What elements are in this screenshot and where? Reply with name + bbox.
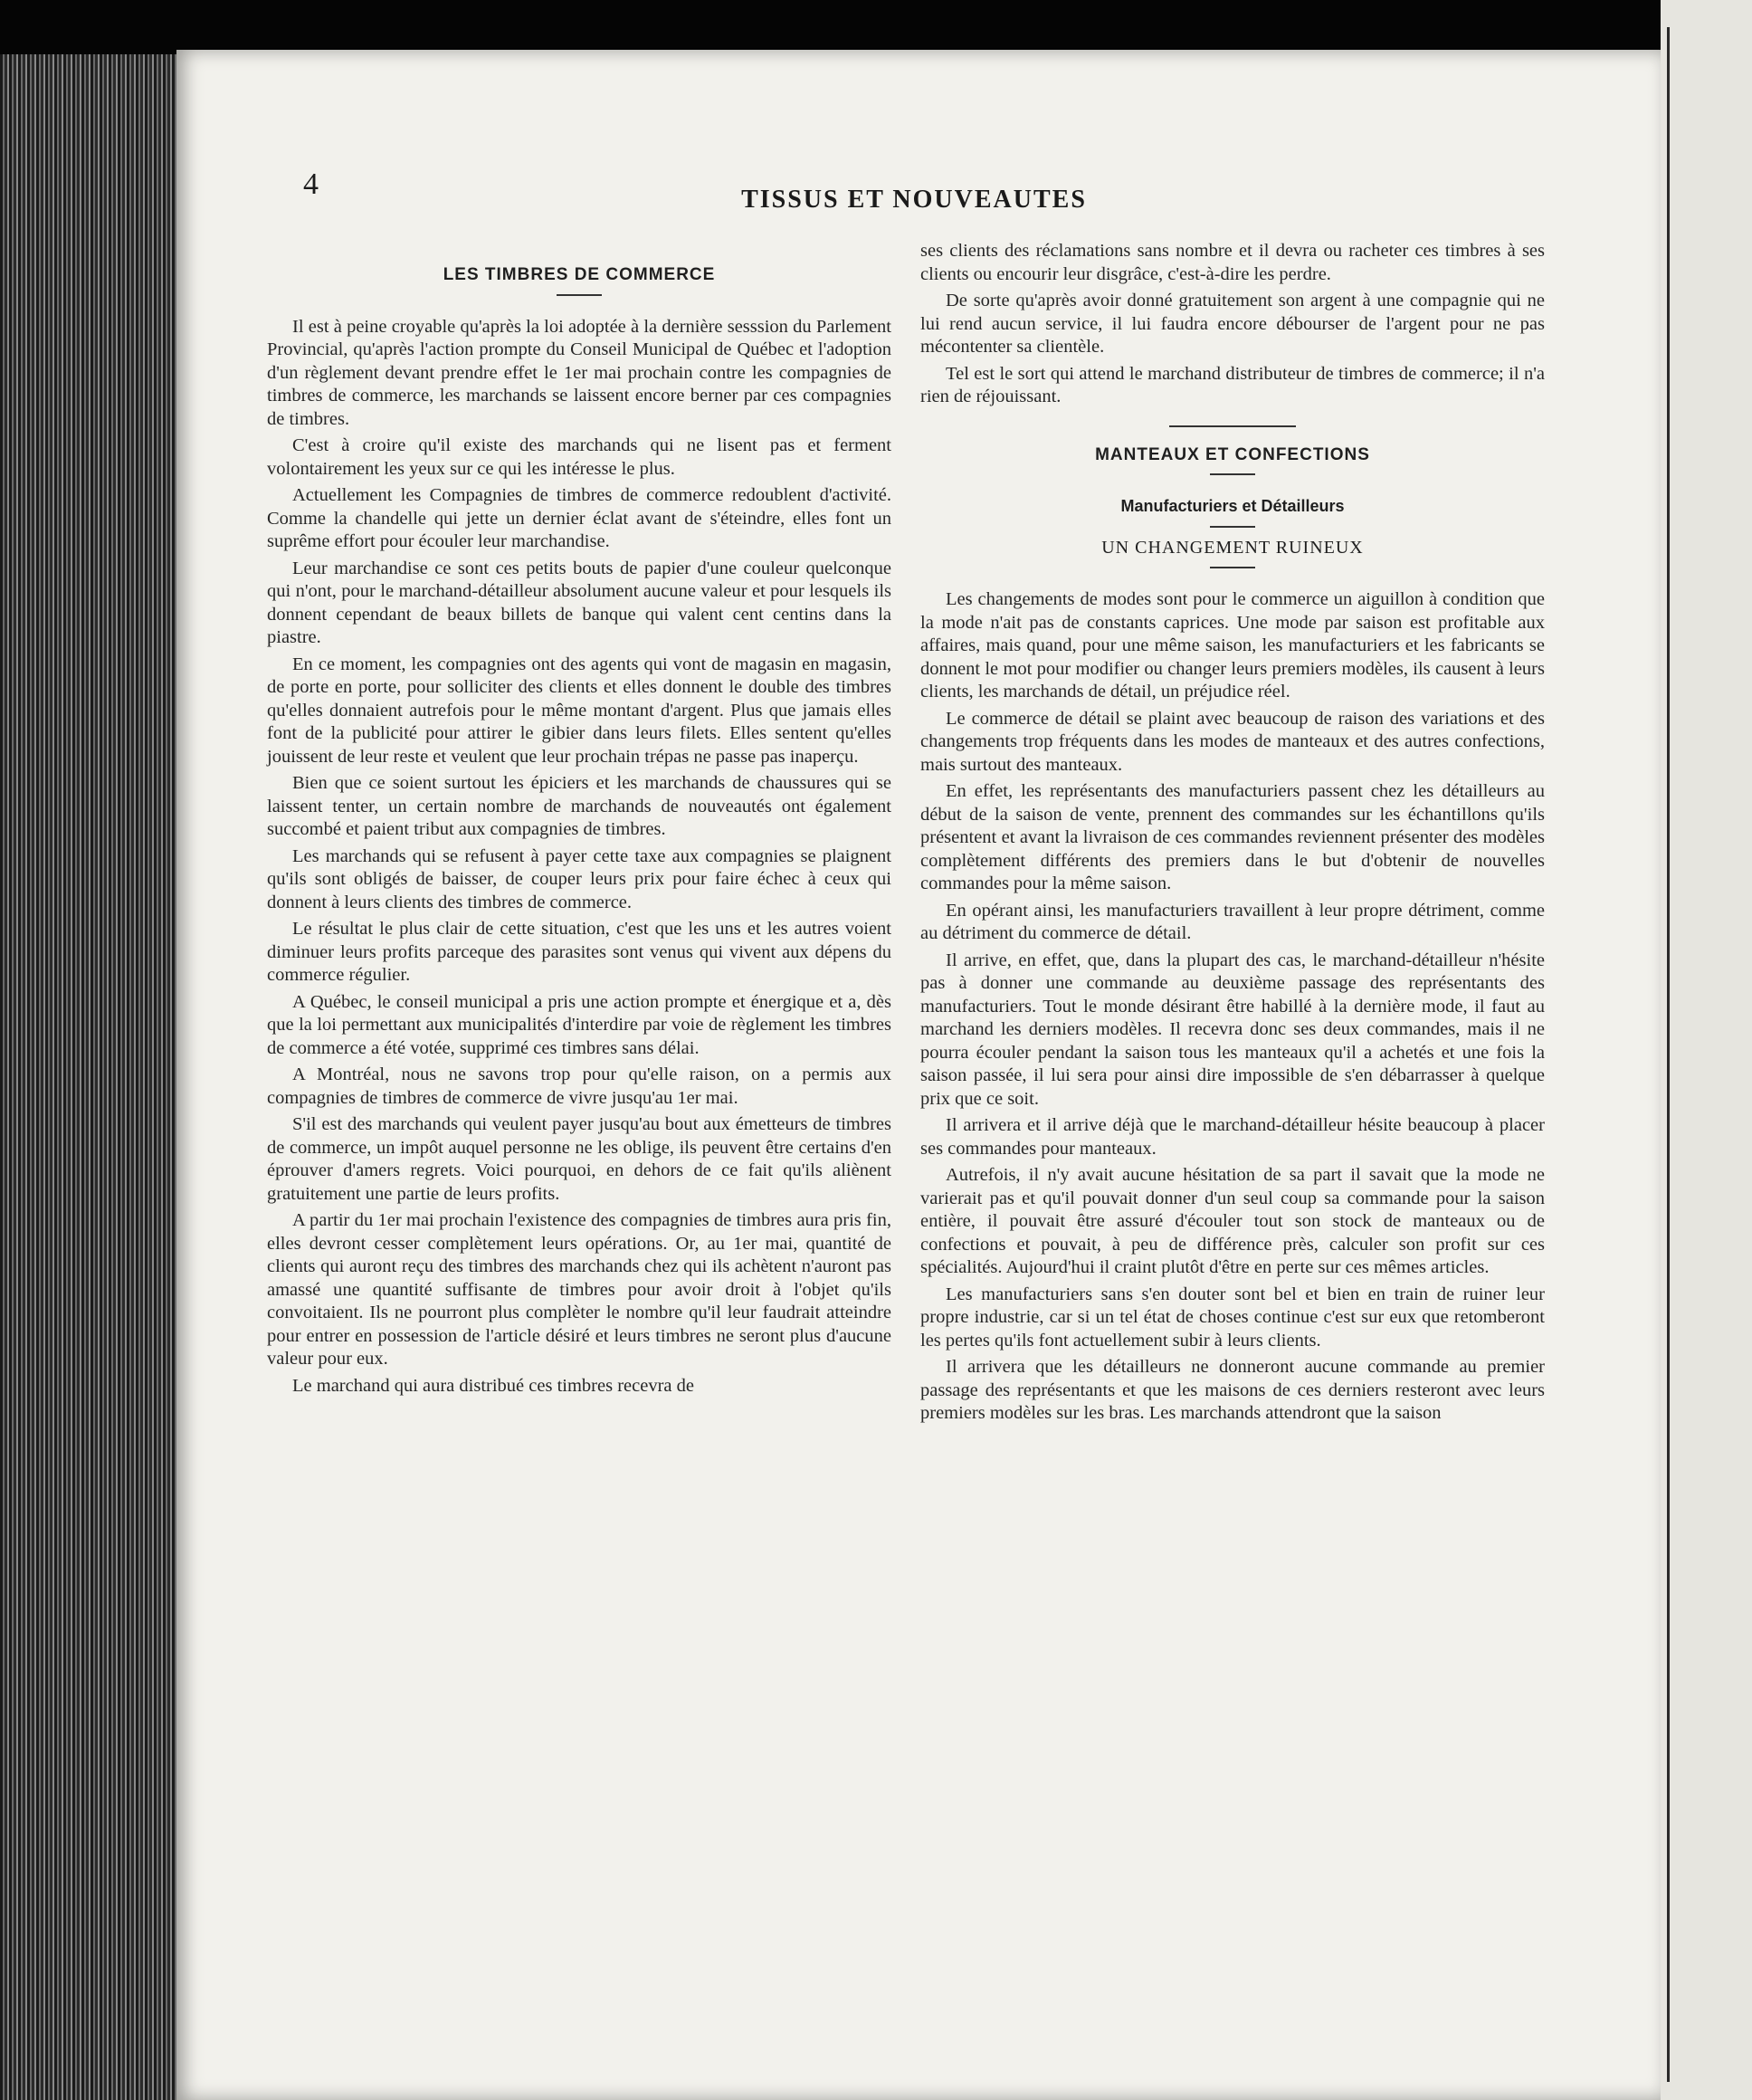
section-divider: [1169, 425, 1296, 427]
page-number: 4: [303, 167, 319, 201]
heading-rule: [1210, 567, 1255, 568]
paragraph: Il est à peine croyable qu'après la loi adoptée à la dernière sesssion du Parlement Provincial, qu'après l'action prompte du Conseil Municipal de Québec et l'adoption d'un règlement devant prendre effet le 1er mai prochain contre les compagnies de timbres de commerce, les marchands se laissent encore berner par ces compagnies de timbres.: [267, 316, 891, 429]
paragraph: En effet, les représentants des manufacturiers passent chez les détailleurs au début de la saison de vente, prennent des commandes sur les échantillons qu'ils présentent et avant la livraison de ces commandes reviennent présenter des modèles complètement différents des premiers dans le but d'obtenir de nouvelles commandes pour la même saison.: [920, 781, 1545, 893]
paragraph: De sorte qu'après avoir donné gratuitement son argent à une compagnie qui ne lui rend aucun service, il lui faudra encore débourser de l'argent pour ne pas mécontenter sa clientèle.: [920, 291, 1545, 357]
paragraph: C'est à croire qu'il existe des marchands qui ne lisent pas et ferment volontairement les yeux sur ce qui les intéresse le plus.: [267, 435, 891, 479]
section-heading-manteaux: MANTEAUX ET CONFECTIONS: [1095, 444, 1370, 464]
facing-page-margin: [1661, 0, 1752, 2100]
paragraph: Les marchands qui se refusent à payer cette taxe aux compagnies se plaignent qu'ils sont obligés de baisser, de couper leurs prix pour faire échec à ceux qui donnent à leurs clients des timbres de commerce.: [267, 845, 891, 912]
running-header: TISSUS ET NOUVEAUTES: [741, 186, 1087, 214]
article-heading-changement: UN CHANGEMENT RUINEUX: [1101, 537, 1364, 558]
paragraph: Bien que ce soient surtout les épiciers et les marchands de chaussures qui se laissent tenter, un certain nombre de marchands de nouveautés ont également succombé et paient tribut aux compagnies de timbres.: [267, 773, 891, 839]
paragraph: S'il est des marchands qui veulent payer jusqu'au bout aux émetteurs de timbres de commerce, un impôt auquel personne ne les oblige, ils peuvent être certains d'en éprouver d'amers regrets. Voici pourquoi, en dehors de ce fait qu'ils aliènent gratuitement une partie de leurs profits.: [267, 1114, 891, 1204]
paragraph: Tel est le sort qui attend le marchand distributeur de timbres de commerce; il n'a rien de réjouissant.: [920, 363, 1545, 406]
heading-rule: [1210, 473, 1255, 475]
paragraph: Leur marchandise ce sont ces petits bouts de papier d'une couleur quelconque qui n'ont, pour le marchand-détailleur absolument aucune valeur et pour lesquels ils donnent cependant de beaux billets de banque qui valent cent centins dans la piastre.: [267, 558, 891, 647]
paragraph: Autrefois, il n'y avait aucune hésitation de sa part il savait que la mode ne varierait pas et qu'il pouvait donner d'un seul coup sa commande pour la saison entière, il pouvait être assuré d'écouler tout son stock de manteaux ou de confections et pouvait, à peu de différence près, calculer son profit sur ces spécialités. Aujourd'hui il craint plutôt d'être en perte sur ces mêmes articles.: [920, 1165, 1545, 1277]
subheading-manufacturiers: Manufacturiers et Détailleurs: [1120, 497, 1345, 515]
paragraph: A Montréal, nous ne savons trop pour qu'elle raison, on a permis aux compagnies de timbres de commerce de vivre jusqu'au 1er mai.: [267, 1064, 891, 1108]
paragraph: Il arrive, en effet, que, dans la plupart des cas, le marchand-détailleur n'hésite pas à donner une commande au deuxième passage des représentants des manufacturiers. Tout le monde désirant être habillé à la dernière mode, il faut au marchand les derniers modèles. Il recevra donc ses deux commandes, mais il ne pourra écouler pendant la saison tous les manteaux qu'il a achetés et une fois la saison passée, il lui sera pour ainsi dire impossible de s'en débarrasser à quelque prix que ce soit.: [920, 950, 1545, 1109]
paragraph: A Québec, le conseil municipal a pris une action prompte et énergique et a, dès que la loi permettant aux municipalités d'interdire par voie de règlement les timbres de commerce a été votée, supprimé ces timbres sans délai.: [267, 991, 891, 1058]
paragraph: Le commerce de détail se plaint avec beaucoup de raison des variations et des changements trop fréquents dans les modes de manteaux et des autres confections, mais surtout des manteaux.: [920, 708, 1545, 775]
paragraph: ses clients des réclamations sans nombre et il devra ou racheter ces timbres à ses clients ou encourir leur disgrâce, c'est-à-dire les perdre.: [920, 241, 1545, 284]
paragraph: Le résultat le plus clair de cette situation, c'est que les uns et les autres voient diminuer leurs profits parceque des parasites sont venus qui vivent aux dépens du commerce régulier.: [267, 919, 891, 985]
paragraph: Il arrivera et il arrive déjà que le marchand-détailleur hésite beaucoup à placer ses commandes pour manteaux.: [920, 1115, 1545, 1159]
paragraph: A partir du 1er mai prochain l'existence des compagnies de timbres aura pris fin, elles devront cesser complètement leurs opérations. Or, au 1er mai, quantité de clients qui auront reçu des timbres des marchands chez qui ils achètent n'auront pas amassé une quantité suffisante de timbres pour avoir droit à l'objet qu'ils convoitaient. Ils ne pourront plus complèter le nombre qu'il leur faudrait atteindre pour entrer en possession de l'article désiré et leurs timbres ne seront plus d'aucune valeur pour eux.: [267, 1210, 891, 1369]
paragraph: Il arrivera que les détailleurs ne donneront aucune commande au premier passage des représentants et que les maisons de ces derniers resteront avec leurs premiers modèles sur les bras. Les marchands attendront que la saison: [920, 1357, 1545, 1423]
paragraph: Les changements de modes sont pour le commerce un aiguillon à condition que la mode n'ait pas de constants caprices. Une mode par saison est profitable aux affaires, mais quand, pour une même saison, les manufacturiers et les fabricants se donnent le mot pour modifier ou changer leurs premiers modèles, ils causent à leurs clients, les marchands de détail, un préjudice réel.: [920, 589, 1545, 702]
page-edge-line: [1667, 27, 1670, 2082]
paragraph: Actuellement les Compagnies de timbres de commerce redoublent d'activité. Comme la chandelle qui jette un dernier éclat avant de s'éteindre, elles font un suprême effort pour écouler leur marchandise.: [267, 485, 891, 551]
book-page-edges: [0, 54, 186, 2100]
paragraph: Le marchand qui aura distribué ces timbres recevra de: [292, 1375, 694, 1396]
paragraph: En opérant ainsi, les manufacturiers travaillent à leur propre détriment, comme au détriment du commerce de détail.: [920, 900, 1545, 943]
heading-rule: [1210, 526, 1255, 528]
right-column: [920, 240, 1545, 1429]
printed-page: [176, 50, 1661, 2100]
paragraph: Les manufacturiers sans s'en douter sont bel et bien en train de ruiner leur propre industrie, car si un tel état de choses continue c'est sur eux que retomberont les pertes qu'ils font actuellement subir à leurs clients.: [920, 1284, 1545, 1351]
left-column: [267, 258, 891, 1401]
paragraph: En ce moment, les compagnies ont des agents qui vont de magasin en magasin, de porte en porte, pour solliciter des clients et elles donnent le double des timbres qu'elles donnaient autrefois pour le même montant d'argent. Plus que jamais elles font de la publicité pour attirer le gibier dans leurs filets. Elles sentent qu'elles jouissent de leur reste et veulent que leur prochain trépas ne passe pas inaperçu.: [267, 654, 891, 767]
article-heading-timbres: LES TIMBRES DE COMMERCE: [443, 265, 716, 284]
heading-rule: [557, 294, 602, 296]
